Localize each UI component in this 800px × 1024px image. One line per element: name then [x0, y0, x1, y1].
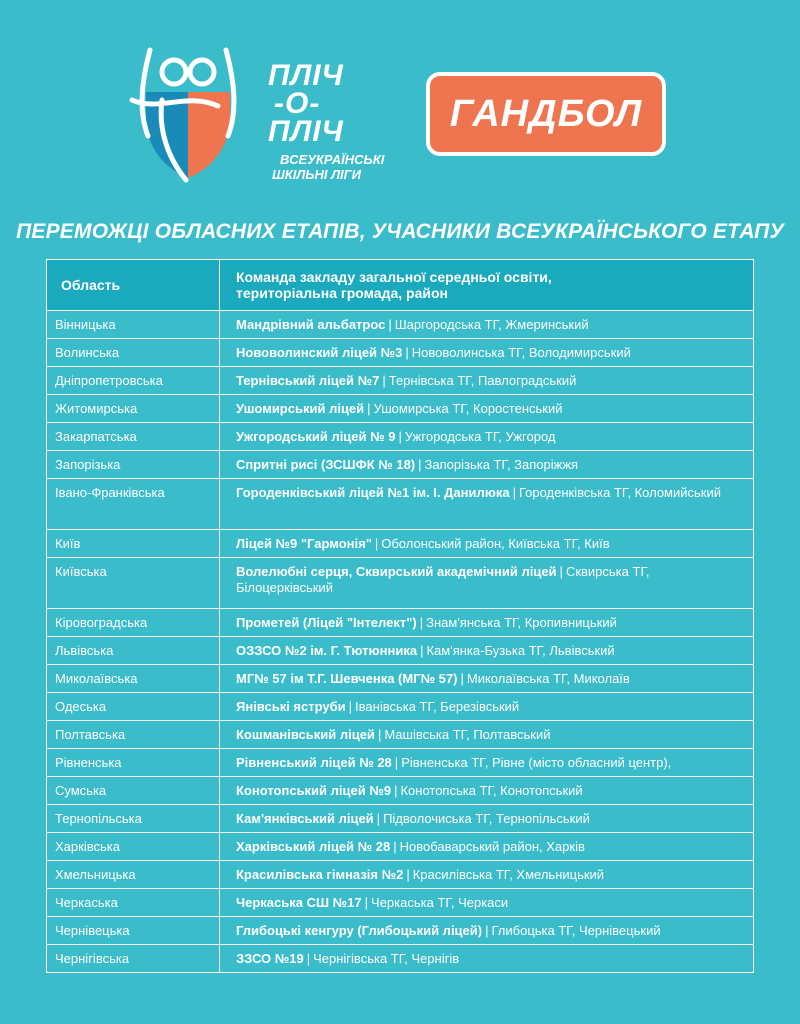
region-cell: Рівненська — [47, 749, 220, 777]
team-name: ОЗЗСО №2 ім. Г. Тютюнника — [236, 642, 418, 658]
brand-tagline-line2: ШКІЛЬНІ ЛІГИ — [272, 167, 361, 182]
team-name: Кошманівський ліцей — [236, 726, 375, 742]
table-row — [47, 609, 754, 637]
region-cell: Житомирська — [47, 395, 220, 423]
header — [0, 0, 800, 200]
separator-bar: | — [420, 642, 424, 658]
results-table — [46, 259, 754, 973]
team-name: Конотопський ліцей №9 — [236, 782, 392, 798]
team-cell — [220, 861, 754, 889]
table-row — [47, 805, 754, 833]
team-cell — [220, 479, 754, 530]
team-name: Прометей (Ліцей "Інтелект") — [236, 614, 417, 630]
team-cell — [220, 889, 754, 917]
region-cell: Київ — [47, 530, 220, 558]
team-cell — [220, 311, 754, 339]
team-name: Ліцей №9 "Гармонія" — [236, 535, 372, 551]
team-cell — [220, 777, 754, 805]
table-row — [47, 945, 754, 973]
separator-bar: | — [419, 614, 424, 630]
separator-bar: | — [394, 754, 399, 770]
team-name: ЗЗСО №19 — [236, 950, 304, 966]
table-row — [47, 423, 754, 451]
separator-bar: | — [348, 698, 353, 714]
team-cell — [220, 833, 754, 861]
separator-bar: | — [306, 950, 311, 966]
table-row — [47, 479, 754, 530]
team-cell — [220, 693, 754, 721]
separator-bar: | — [374, 535, 379, 551]
separator-bar: | — [418, 456, 422, 472]
team-name: Нововолинский ліцей №3 — [236, 344, 403, 360]
table-row — [47, 451, 754, 479]
table-row — [47, 917, 754, 945]
sport-badge — [426, 72, 666, 156]
brand-name-line3: ПЛІЧ — [268, 115, 344, 148]
team-details: Знам'янська ТГ, Кропивницький — [426, 614, 617, 630]
table-row — [47, 367, 754, 395]
region-cell: Волинська — [47, 339, 220, 367]
team-cell — [220, 721, 754, 749]
table-row — [47, 665, 754, 693]
team-name: Харківський ліцей № 28 — [236, 838, 391, 854]
header-team — [220, 260, 754, 311]
brand-tagline-line1: ВСЕУКРАЇНСЬКІ — [280, 152, 385, 167]
separator-bar: | — [485, 922, 489, 938]
separator-bar: | — [367, 400, 371, 416]
table-row — [47, 721, 754, 749]
league-logo-icon — [128, 40, 248, 185]
team-cell — [220, 395, 754, 423]
team-details: Ужгородська ТГ, Ужгород — [404, 428, 556, 444]
region-cell: Черкаська — [47, 889, 220, 917]
region-cell: Сумська — [47, 777, 220, 805]
team-cell — [220, 665, 754, 693]
team-cell — [220, 339, 754, 367]
section-title: ПЕРЕМОЖЦІ ОБЛАСНИХ ЕТАПІВ, УЧАСНИКИ ВСЕУКРАЇНСЬКОГО ЕТАПУ — [16, 220, 784, 243]
team-details: Сквирська ТГ, Білоцерківський — [236, 564, 650, 595]
team-details: Підволочиська ТГ, Тернопільський — [383, 810, 590, 826]
region-cell: Закарпатська — [47, 423, 220, 451]
team-cell — [220, 637, 754, 665]
header-team-line1: Команда закладу загальної середньої освіти, — [236, 269, 552, 285]
team-details: Нововолинська ТГ, Володимирський — [411, 344, 631, 360]
separator-bar: | — [394, 782, 398, 798]
separator-bar: | — [382, 372, 386, 388]
team-cell — [220, 917, 754, 945]
team-details: Черкаська ТГ, Черкаси — [371, 894, 509, 910]
team-cell — [220, 805, 754, 833]
separator-bar: | — [460, 670, 464, 686]
team-name: Рівненський ліцей № 28 — [236, 754, 392, 770]
region-cell: Харківська — [47, 833, 220, 861]
team-details: Новобаварський район, Харків — [399, 838, 585, 854]
separator-bar: | — [398, 428, 402, 444]
team-details: Глибоцька ТГ, Чернівецький — [491, 922, 661, 938]
team-cell — [220, 423, 754, 451]
team-details: Городенківська ТГ, Коломийський — [518, 485, 722, 500]
team-details: Конотопська ТГ, Конотопський — [400, 782, 583, 798]
table-row — [47, 530, 754, 558]
team-name: Тернівський ліцей №7 — [236, 372, 380, 388]
separator-bar: | — [393, 838, 397, 854]
table-row — [47, 833, 754, 861]
region-cell: Івано-Франківська — [47, 479, 220, 530]
team-name: Кам'янківський ліцей — [236, 810, 374, 826]
sport-label: ГАНДБОЛ — [449, 92, 643, 135]
team-details: Чернігівська ТГ, Чернігів — [313, 950, 460, 966]
team-details: Тернівська ТГ, Павлоградський — [388, 372, 577, 388]
region-cell: Одеська — [47, 693, 220, 721]
team-name: Мандрівний альбатрос — [236, 316, 386, 332]
table-body — [47, 311, 754, 973]
team-details: Кам'янка-Бузька ТГ, Львівський — [426, 642, 615, 658]
team-cell — [220, 367, 754, 395]
table-row — [47, 749, 754, 777]
region-cell: Миколаївська — [47, 665, 220, 693]
region-cell: Львівська — [47, 637, 220, 665]
header-team-line2: територіальна громада, район — [236, 285, 448, 301]
header-region: Область — [47, 260, 220, 311]
region-cell: Чернівецька — [47, 917, 220, 945]
team-details: Ушомирська ТГ, Коростенський — [373, 400, 563, 416]
region-cell: Полтавська — [47, 721, 220, 749]
table-row — [47, 637, 754, 665]
team-name: Ужгородський ліцей № 9 — [236, 428, 396, 444]
team-name: Янівські яструби — [236, 698, 346, 714]
team-name: МГ№ 57 ім Т.Г. Шевченка (МГ№ 57) — [236, 670, 458, 686]
team-name: Черкаська СШ №17 — [236, 894, 362, 910]
table-row — [47, 777, 754, 805]
team-cell — [220, 945, 754, 973]
region-cell: Тернопільська — [47, 805, 220, 833]
region-cell: Чернігівська — [47, 945, 220, 973]
team-details: Рівненська ТГ, Рівне (місто обласний центр), — [401, 754, 672, 770]
separator-bar: | — [377, 726, 382, 742]
team-details: Шаргородська ТГ, Жмеринський — [394, 316, 589, 332]
separator-bar: | — [559, 564, 563, 579]
table-row — [47, 395, 754, 423]
team-cell — [220, 530, 754, 558]
team-cell — [220, 451, 754, 479]
brand-name-line2: -О- — [274, 87, 321, 120]
team-name: Ушомирський ліцей — [236, 400, 365, 416]
team-details: Машівська ТГ, Полтавський — [384, 726, 551, 742]
region-cell: Запорізька — [47, 451, 220, 479]
league-logo-text — [268, 59, 418, 182]
separator-bar: | — [364, 894, 369, 910]
team-name: Глибоцькі кенгуру (Глибоцький ліцей) — [236, 922, 483, 938]
team-details: Миколаївська ТГ, Миколаїв — [466, 670, 630, 686]
table-row — [47, 339, 754, 367]
team-name: Волелюбні серця, Сквирський академічний ліцей — [236, 564, 557, 579]
region-cell: Вінницька — [47, 311, 220, 339]
region-cell: Дніпропетровська — [47, 367, 220, 395]
brand-name-line1: ПЛІЧ — [268, 59, 344, 92]
team-details: Красилівська ТГ, Хмельницький — [412, 866, 605, 882]
team-details: Іванівська ТГ, Березівський — [355, 698, 520, 714]
team-details: Оболонський район, Київська ТГ, Київ — [381, 535, 610, 551]
table-header-row — [47, 260, 754, 311]
team-details: Запорізька ТГ, Запоріжжя — [424, 456, 579, 472]
separator-bar: | — [388, 316, 392, 332]
team-name: Городенківський ліцей №1 ім. І. Данилюка — [236, 485, 510, 500]
table-row — [47, 311, 754, 339]
team-name: Спритні рисі (ЗСШФК № 18) — [236, 456, 416, 472]
table-row — [47, 558, 754, 609]
separator-bar: | — [376, 810, 381, 826]
separator-bar: | — [406, 866, 410, 882]
region-cell: Київська — [47, 558, 220, 609]
region-cell: Хмельницька — [47, 861, 220, 889]
team-cell — [220, 749, 754, 777]
separator-bar: | — [512, 485, 516, 500]
table-row — [47, 693, 754, 721]
separator-bar: | — [405, 344, 409, 360]
region-cell: Кіровоградська — [47, 609, 220, 637]
table-row — [47, 889, 754, 917]
table-row — [47, 861, 754, 889]
team-cell — [220, 558, 754, 609]
team-cell — [220, 609, 754, 637]
team-name: Красилівська гімназія №2 — [236, 866, 404, 882]
